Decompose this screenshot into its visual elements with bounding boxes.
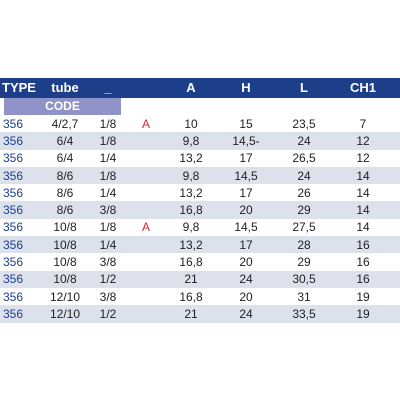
- cell-ch1: 14: [356, 220, 370, 235]
- cell-thread: 3/8: [99, 255, 117, 270]
- cell-ch1: 16: [356, 255, 370, 270]
- cell-thread: 1/4: [99, 185, 117, 200]
- cell-l: 31: [297, 289, 311, 304]
- cell-l: 33,5: [292, 306, 316, 321]
- cell-a: 10: [184, 116, 198, 131]
- cell-l: 26: [297, 185, 311, 200]
- cell-ch1: 16: [356, 237, 370, 252]
- cell-a: 9,8: [182, 133, 200, 148]
- table-row: [0, 236, 400, 253]
- cell-a: 16,8: [179, 255, 203, 270]
- table-row: [0, 305, 400, 322]
- table-row: [0, 150, 400, 167]
- cell-h: 20: [239, 289, 253, 304]
- cell-type: 356: [3, 203, 24, 218]
- cell-tube: 6/4: [56, 151, 74, 166]
- cell-thread: 1/2: [99, 272, 117, 287]
- table-row: [0, 132, 400, 149]
- cell-ch1: 19: [356, 289, 370, 304]
- cell-h: 24: [239, 306, 253, 321]
- cell-l: 24: [297, 168, 311, 183]
- cell-ch1: 14: [356, 203, 370, 218]
- header-a: A: [186, 80, 196, 95]
- cell-h: 14,5: [234, 220, 258, 235]
- cell-thread: 1/8: [99, 116, 117, 131]
- cell-type: 356: [3, 185, 24, 200]
- cell-a: 13,2: [179, 185, 203, 200]
- cell-tube: 10/8: [53, 255, 77, 270]
- cell-ch1: 14: [356, 185, 370, 200]
- cell-a: 21: [184, 306, 198, 321]
- table-row: [0, 253, 400, 270]
- cell-thread: 1/8: [99, 168, 117, 183]
- header-h: H: [241, 80, 251, 95]
- cell-h: 14,5: [234, 168, 258, 183]
- cell-type: 356: [3, 255, 24, 270]
- cell-type: 356: [3, 237, 24, 252]
- cell-thread: 1/8: [99, 133, 117, 148]
- cell-l: 29: [297, 255, 311, 270]
- cell-l: 30,5: [292, 272, 316, 287]
- cell-tube: 8/6: [56, 203, 74, 218]
- table-row: [0, 184, 400, 201]
- cell-flag: A: [141, 116, 150, 131]
- cell-h: 15: [239, 116, 253, 131]
- cell-h: 14,5-: [232, 133, 260, 148]
- cell-tube: 10/8: [53, 237, 77, 252]
- cell-type: 356: [3, 289, 24, 304]
- spec-table: [0, 78, 400, 323]
- cell-a: 16,8: [179, 289, 203, 304]
- table-row: [0, 288, 400, 305]
- cell-tube: 10/8: [53, 272, 77, 287]
- cell-l: 27,5: [292, 220, 316, 235]
- cell-ch1: 14: [356, 168, 370, 183]
- table-row: [0, 115, 400, 132]
- cell-l: 24: [297, 133, 311, 148]
- cell-tube: 12/10: [49, 306, 81, 321]
- table-row: [0, 201, 400, 218]
- header-type: TYPE: [2, 80, 36, 95]
- cell-ch1: 7: [359, 116, 367, 131]
- table-row: [0, 167, 400, 184]
- cell-a: 13,2: [179, 237, 203, 252]
- table-row: [0, 271, 400, 288]
- cell-tube: 6/4: [56, 133, 74, 148]
- header-flag: [126, 78, 166, 98]
- cell-a: 16,8: [179, 203, 203, 218]
- code-row: [0, 98, 400, 115]
- cell-tube: 8/6: [56, 168, 74, 183]
- cell-h: 17: [239, 185, 253, 200]
- cell-thread: 3/8: [99, 289, 117, 304]
- cell-tube: 12/10: [49, 289, 81, 304]
- header-tube: tube: [51, 80, 79, 95]
- cell-l: 26,5: [292, 151, 316, 166]
- cell-tube: 4/2,7: [51, 116, 79, 131]
- table-row: [0, 219, 400, 236]
- cell-type: 356: [3, 220, 24, 235]
- cell-h: 17: [239, 237, 253, 252]
- cell-a: 9,8: [182, 168, 200, 183]
- header-ch1: CH1: [349, 80, 376, 95]
- cell-thread: 3/8: [99, 203, 117, 218]
- cell-a: 21: [184, 272, 198, 287]
- table-header: [0, 78, 400, 98]
- cell-type: 356: [3, 306, 24, 321]
- cell-l: 28: [297, 237, 311, 252]
- cell-h: 20: [239, 203, 253, 218]
- cell-type: 356: [3, 168, 24, 183]
- cell-h: 24: [239, 272, 253, 287]
- cell-type: 356: [3, 116, 24, 131]
- cell-a: 13,2: [179, 151, 203, 166]
- cell-flag: A: [141, 220, 150, 235]
- cell-ch1: 12: [356, 133, 370, 148]
- cell-type: 356: [3, 133, 24, 148]
- cell-h: 20: [239, 255, 253, 270]
- cell-h: 17: [239, 151, 253, 166]
- cell-ch1: 16: [356, 272, 370, 287]
- cell-type: 356: [3, 151, 24, 166]
- table-body: [0, 115, 400, 323]
- cell-l: 23,5: [292, 116, 316, 131]
- cell-thread: 1/8: [99, 220, 117, 235]
- cell-tube: 10/8: [53, 220, 77, 235]
- cell-l: 29: [297, 203, 311, 218]
- header-l: L: [300, 80, 308, 95]
- header-thread: _: [104, 80, 112, 95]
- cell-thread: 1/4: [99, 151, 117, 166]
- cell-thread: 1/4: [99, 237, 117, 252]
- code-label: CODE: [4, 98, 121, 115]
- cell-type: 356: [3, 272, 24, 287]
- cell-ch1: 12: [356, 151, 370, 166]
- cell-tube: 8/6: [56, 185, 74, 200]
- cell-thread: 1/2: [99, 306, 117, 321]
- cell-ch1: 19: [356, 306, 370, 321]
- cell-a: 9,8: [182, 220, 200, 235]
